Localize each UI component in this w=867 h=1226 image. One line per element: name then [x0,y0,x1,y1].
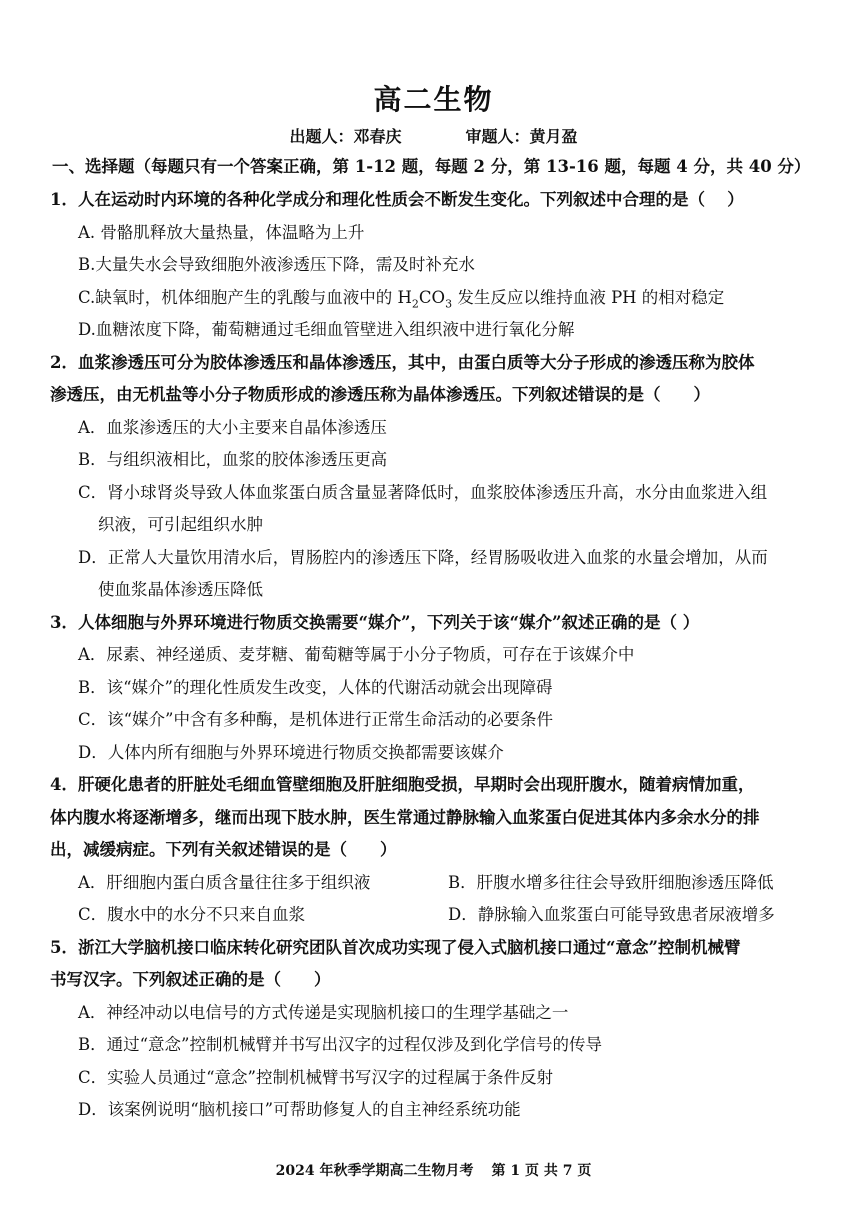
question-4-options-row-1 [50,867,840,900]
exam-title: 高二生物 [373,83,494,116]
question-1-option-d: D.血糖浓度下降，葡萄糖通过毛细血管壁进入组织液中进行氧化分解 [78,320,575,339]
question-5-option-d: D．该案例说明“脑机接口”可帮助修复人的自主神经系统功能 [78,1100,521,1119]
question-4-option-d: D．静脉输入血浆蛋白可能导致患者尿液增多 [448,905,775,924]
question-2-stem-line-1: 2．血浆渗透压可分为胶体渗透压和晶体渗透压，其中，由蛋白质等大分子形成的渗透压称为胶体 [50,352,755,372]
question-2-option-c-line-2: 织液，可引起组织水肿 [98,515,263,534]
question-4-stem-line-1: 4．肝硬化患者的肝脏处毛细血管壁细胞及肝脏细胞受损，早期时会出现肝腹水，随着病情加重， [50,775,755,794]
question-setter: 出题人：邓春庆 [289,127,402,146]
question-2-option-d-line-1: D．正常人大量饮用清水后，胃肠腔内的渗透压下降，经胃肠吸收进入血浆的水量会增加，从而 [78,547,768,567]
question-5-stem-line-1: 5．浙江大学脑机接口临床转化研究团队首次成功实现了侵入式脑机接口通过“意念”控制机械臂 [50,937,741,957]
footer-page-number: 第 1 页 共 7 页 [491,1163,592,1179]
question-4-stem-line-2: 体内腹水将逐渐增多，继而出现下肢水肿，医生常通过静脉输入血浆蛋白促进其体内多余水分的排 [50,807,760,827]
question-4-option-c: C．腹水中的水分不只来自血浆 [78,905,306,924]
question-1-option-a: A. 骨骼肌释放大量热量，体温略为上升 [78,222,365,242]
option-c-text-end: 发生反应以维持血液 PH 的相对稳定 [452,287,725,307]
question-4-options-row-2 [50,899,840,932]
question-3-option-d: D．人体内所有细胞与外界环境进行物质交换都需要该媒介 [78,742,504,762]
option-c-text-start: C.缺氧时，机体细胞产生的乳酸与血液中的 H [78,287,412,307]
subscript-3: 3 [445,296,453,310]
question-4-option-a: A．肝细胞内蛋白质含量往往多于组织液 [78,872,371,892]
question-2-option-c-line-1: C．肾小球肾炎导致人体血浆蛋白质含量显著降低时，血浆胶体渗透压升高，水分由血浆进入组 [78,482,768,502]
question-4-option-b: B．肝腹水增多往往会导致肝细胞渗透压降低 [448,872,774,892]
question-1-option-b: B.大量失水会导致细胞外液渗透压下降，需及时补充水 [78,255,475,274]
question-reviewer: 审题人：黄月盈 [465,127,578,146]
question-5-option-c: C．实验人员通过“意念”控制机械臂书写汉字的过程属于条件反射 [78,1067,553,1087]
question-2-option-b: B．与组织液相比，血浆的胶体渗透压更高 [78,450,388,469]
page-footer [0,1160,867,1180]
option-c-formula: CO [418,287,446,307]
question-5-option-a: A．神经冲动以电信号的方式传递是实现脑机接口的生理学基础之一 [78,1002,569,1022]
question-1-stem: 1．人在运动时内环境的各种化学成分和理化性质会不断发生变化。下列叙述中合理的是（ ） [50,190,744,209]
footer-exam-name: 2024 年秋季学期高二生物月考 [275,1163,474,1179]
question-3-option-a: A．尿素、神经递质、麦芽糖、葡萄糖等属于小分子物质，可存在于该媒介中 [78,645,635,664]
question-3-option-b: B．该“媒介”的理化性质发生改变，人体的代谢活动就会出现障碍 [78,677,553,697]
question-3-stem: 3．人体细胞与外界环境进行物质交换需要“媒介”，下列关于该“媒介”叙述正确的是（ ） [50,612,700,632]
question-5-option-b: B．通过“意念”控制机械臂并书写出汉字的过程仅涉及到化学信号的传导 [78,1035,602,1054]
subscript-2: 2 [411,296,419,310]
question-4-stem-line-3: 出，减缓病症。下列有关叙述错误的是（ ） [50,840,397,859]
questions-body [50,184,840,1127]
section-heading: 一、选择题（每题只有一个答案正确，第 1-12 题，每题 2 分，第 13-16 题，每题 4 分，共 40 分） [52,157,811,176]
question-2-option-a: A．血浆渗透压的大小主要来自晶体渗透压 [78,417,387,437]
question-3-option-c: C．该“媒介”中含有多种酶，是机体进行正常生命活动的必要条件 [78,710,553,729]
question-2-option-d-line-2: 使血浆晶体渗透压降低 [98,580,263,599]
authors-line [0,124,867,147]
question-1-option-c [50,282,840,315]
question-2-stem-line-2: 渗透压，由无机盐等小分子物质形成的渗透压称为晶体渗透压。下列叙述错误的是（ ） [50,385,710,404]
question-5-stem-line-2: 书写汉字。下列叙述正确的是（ ） [50,970,331,989]
